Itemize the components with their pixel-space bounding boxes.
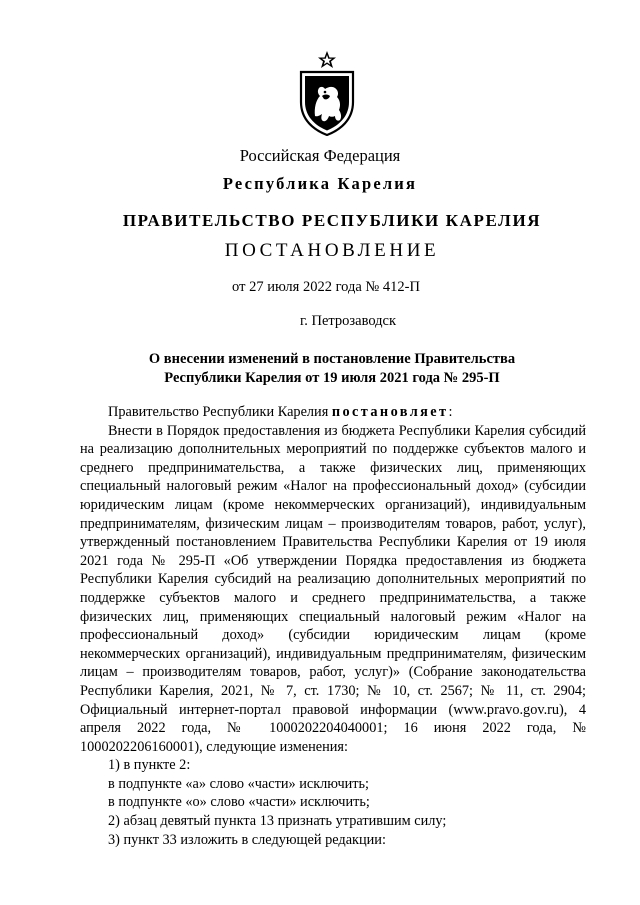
intro-paragraph <box>80 403 586 422</box>
list-item: 3) пункт 33 изложить в следующей редакции: <box>108 831 386 848</box>
city-line: г. Петрозаводск <box>299 313 397 329</box>
list-item: в подпункте «а» слово «части» исключить; <box>108 775 370 792</box>
list-item: в подпункте «о» слово «части» исключить; <box>108 794 370 811</box>
date-number-line: от 27 июля 2022 года № 412-П <box>232 279 420 295</box>
government-title: ПРАВИТЕЛЬСТВО РЕСПУБЛИКИ КАРЕЛИЯ <box>122 211 542 230</box>
country-name: Российская Федерация <box>239 146 401 165</box>
subject-heading <box>12 350 640 387</box>
karelia-coat-of-arms-icon <box>298 50 356 136</box>
document-body <box>80 403 586 849</box>
intro-verb: постановляет <box>331 404 449 420</box>
republic-name: Республика Карелия <box>222 174 418 193</box>
subject-line-1: О внесении изменений в постановление Правительства <box>148 351 516 367</box>
subject-line-2: Республики Карелия от 19 июля 2021 года № 295-П <box>164 369 500 386</box>
intro-prefix: Правительство Республики Карелия <box>108 404 332 420</box>
main-paragraph: Внести в Порядок предоставления из бюджета Республики Карелия субсидий на реализацию дополнительных мероприятий по поддержке субъектов малого и среднего предпринимательства, а также физических лиц, применяющих специальный налоговый режим «Налог на профессиональный доход» (субсидии юридическим лицам (кроме некоммерческих организаций), индивидуальным предпринимателям, физическим лицам – производителям товаров, работ, услуг), утвержденный постановлением Правительства Республики Карелия от 19 июля 2021 года № 295-П «Об утверждении Порядка предоставления из бюджета Республики Карелия субсидий на реализацию дополнительных мероприятий по поддержке субъектов малого и среднего предпринимательства, а также физических лиц, применяющих специальный налоговый режим «Налог на профессиональный доход» (субсидии юридическим лицам (кроме некоммерческих организаций), индивидуальным предпринимателям, физическим лицам – производителям товаров, работ, услуг)» (Собрание законодательства Республики Карелия, 2021, № 7, ст. 1730; № 10, ст. 2567; № 11, ст. 2904; Официальный интернет-портал правовой информации (www.pravo.gov.ru), 4 апреля 2022 года, № 1000202204040001; 16 июня 2022 года, № 1000202206160001), следующие изменения: <box>80 422 586 755</box>
list-item: 1) в пункте 2: <box>108 757 191 774</box>
list-item: 2) абзац девятый пункта 13 признать утратившим силу; <box>108 813 447 830</box>
intro-suffix: : <box>448 404 453 420</box>
document-type: ПОСТАНОВЛЕНИЕ <box>224 240 440 261</box>
